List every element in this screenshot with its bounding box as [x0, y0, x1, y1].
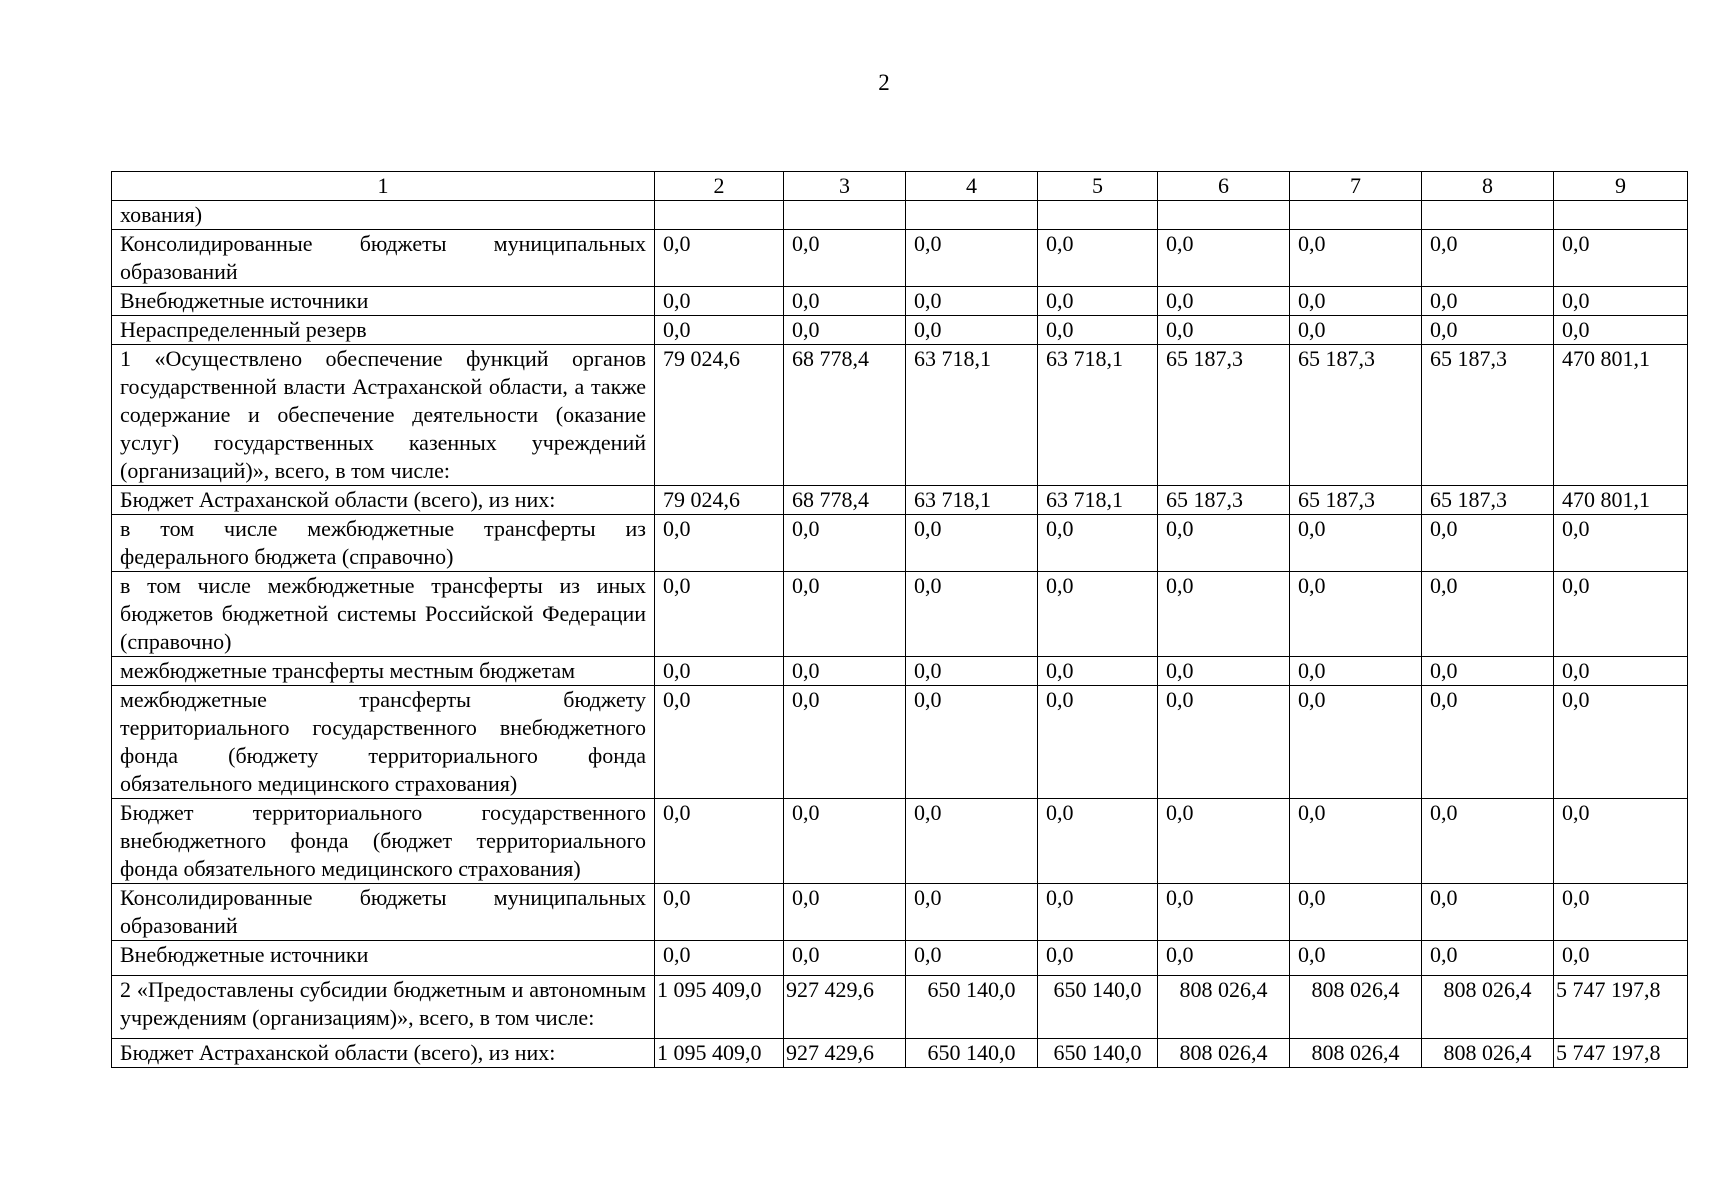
- column-header: 6: [1158, 172, 1290, 201]
- row-label: Консолидированные бюджеты муниципальных образований: [112, 230, 655, 287]
- value-cell: 0,0: [906, 316, 1038, 345]
- value-cell: 79 024,6: [655, 486, 784, 515]
- value-cell: 0,0: [1422, 657, 1554, 686]
- value-cell: 0,0: [1554, 316, 1688, 345]
- value-cell: 0,0: [1290, 799, 1422, 884]
- value-cell: 0,0: [1422, 287, 1554, 316]
- value-cell: 0,0: [784, 316, 906, 345]
- column-header: 1: [112, 172, 655, 201]
- value-cell: 0,0: [1038, 572, 1158, 657]
- value-cell: 927 429,6: [784, 1039, 906, 1068]
- value-cell: 0,0: [1290, 230, 1422, 287]
- value-cell: [784, 201, 906, 230]
- value-cell: [1290, 201, 1422, 230]
- value-cell: 0,0: [1038, 941, 1158, 976]
- value-cell: 0,0: [1158, 572, 1290, 657]
- value-cell: 0,0: [906, 515, 1038, 572]
- value-cell: [1038, 201, 1158, 230]
- value-cell: 0,0: [1290, 316, 1422, 345]
- table-row: [112, 884, 1688, 941]
- value-cell: 0,0: [906, 884, 1038, 941]
- value-cell: 0,0: [655, 686, 784, 799]
- value-cell: 0,0: [1290, 884, 1422, 941]
- row-label: Бюджет Астраханской области (всего), из них:: [112, 1039, 655, 1068]
- value-cell: 650 140,0: [906, 1039, 1038, 1068]
- value-cell: 0,0: [655, 287, 784, 316]
- value-cell: [1158, 201, 1290, 230]
- value-cell: 0,0: [1554, 657, 1688, 686]
- value-cell: 0,0: [655, 316, 784, 345]
- value-cell: 0,0: [1038, 287, 1158, 316]
- table-row: [112, 1039, 1688, 1068]
- value-cell: 0,0: [1554, 287, 1688, 316]
- value-cell: 0,0: [1290, 686, 1422, 799]
- row-label: хования): [112, 201, 655, 230]
- value-cell: 0,0: [784, 572, 906, 657]
- row-label: Внебюджетные источники: [112, 287, 655, 316]
- column-header: 5: [1038, 172, 1158, 201]
- value-cell: [655, 201, 784, 230]
- value-cell: 0,0: [784, 287, 906, 316]
- value-cell: 0,0: [1290, 287, 1422, 316]
- table-row: [112, 799, 1688, 884]
- value-cell: 0,0: [906, 572, 1038, 657]
- value-cell: 0,0: [655, 657, 784, 686]
- value-cell: 0,0: [784, 515, 906, 572]
- value-cell: 808 026,4: [1422, 1039, 1554, 1068]
- value-cell: 808 026,4: [1422, 976, 1554, 1039]
- value-cell: 68 778,4: [784, 486, 906, 515]
- value-cell: 0,0: [655, 884, 784, 941]
- table-row: [112, 572, 1688, 657]
- value-cell: 0,0: [1158, 287, 1290, 316]
- value-cell: 650 140,0: [1038, 1039, 1158, 1068]
- value-cell: 5 747 197,8: [1554, 976, 1688, 1039]
- value-cell: 79 024,6: [655, 345, 784, 486]
- value-cell: [1554, 201, 1688, 230]
- column-header: 3: [784, 172, 906, 201]
- value-cell: 0,0: [1422, 686, 1554, 799]
- table-row: [112, 657, 1688, 686]
- table-row: [112, 486, 1688, 515]
- value-cell: 0,0: [655, 572, 784, 657]
- value-cell: 0,0: [1422, 572, 1554, 657]
- value-cell: 0,0: [1554, 799, 1688, 884]
- row-label: в том числе межбюджетные трансферты из федерального бюджета (справочно): [112, 515, 655, 572]
- value-cell: 0,0: [1038, 515, 1158, 572]
- value-cell: 0,0: [1290, 572, 1422, 657]
- value-cell: 0,0: [1554, 941, 1688, 976]
- value-cell: 65 187,3: [1290, 345, 1422, 486]
- value-cell: 63 718,1: [1038, 486, 1158, 515]
- value-cell: 0,0: [1158, 686, 1290, 799]
- value-cell: 0,0: [784, 230, 906, 287]
- value-cell: 0,0: [1158, 941, 1290, 976]
- table-row: [112, 976, 1688, 1039]
- value-cell: 0,0: [1038, 686, 1158, 799]
- value-cell: 1 095 409,0: [655, 976, 784, 1039]
- value-cell: 0,0: [1554, 884, 1688, 941]
- value-cell: 927 429,6: [784, 976, 906, 1039]
- value-cell: [1422, 201, 1554, 230]
- value-cell: 808 026,4: [1290, 1039, 1422, 1068]
- budget-table: [111, 171, 1688, 1068]
- column-header: 2: [655, 172, 784, 201]
- value-cell: 0,0: [906, 686, 1038, 799]
- row-label: межбюджетные трансферты бюджету территориального государственного внебюджетного фонда (бюджету территориального фонда обязательного медицинского страхования): [112, 686, 655, 799]
- value-cell: 0,0: [1158, 515, 1290, 572]
- value-cell: 0,0: [906, 799, 1038, 884]
- row-label: Нераспределенный резерв: [112, 316, 655, 345]
- value-cell: 0,0: [1422, 941, 1554, 976]
- row-label: 2 «Предоставлены субсидии бюджетным и автономным учреждениям (организациям)», всего, в том числе:: [112, 976, 655, 1039]
- value-cell: 0,0: [1290, 515, 1422, 572]
- row-label: 1 «Осуществлено обеспечение функций органов государственной власти Астраханской области, а также содержание и обеспечение деятельности (оказание услуг) государственных казенных учреждений (организаций)», всего, в том числе:: [112, 345, 655, 486]
- value-cell: 0,0: [1038, 799, 1158, 884]
- value-cell: 0,0: [1422, 884, 1554, 941]
- table-body: [112, 201, 1688, 1068]
- value-cell: 63 718,1: [906, 486, 1038, 515]
- row-label: Консолидированные бюджеты муниципальных образований: [112, 884, 655, 941]
- value-cell: 650 140,0: [906, 976, 1038, 1039]
- header-row: [112, 172, 1688, 201]
- value-cell: 0,0: [1554, 686, 1688, 799]
- column-header: 7: [1290, 172, 1422, 201]
- value-cell: 0,0: [655, 515, 784, 572]
- value-cell: 65 187,3: [1158, 345, 1290, 486]
- table-row: [112, 316, 1688, 345]
- value-cell: 0,0: [784, 686, 906, 799]
- value-cell: 0,0: [1158, 230, 1290, 287]
- table-row: [112, 515, 1688, 572]
- table-row: [112, 201, 1688, 230]
- value-cell: 470 801,1: [1554, 486, 1688, 515]
- value-cell: 0,0: [906, 230, 1038, 287]
- row-label: Бюджет территориального государственного внебюджетного фонда (бюджет территориального фонда обязательного медицинского страхования): [112, 799, 655, 884]
- value-cell: [906, 201, 1038, 230]
- value-cell: 65 187,3: [1422, 345, 1554, 486]
- value-cell: 470 801,1: [1554, 345, 1688, 486]
- value-cell: 68 778,4: [784, 345, 906, 486]
- value-cell: 808 026,4: [1290, 976, 1422, 1039]
- value-cell: 0,0: [1290, 941, 1422, 976]
- value-cell: 0,0: [1038, 657, 1158, 686]
- value-cell: 0,0: [1422, 316, 1554, 345]
- value-cell: 0,0: [1422, 515, 1554, 572]
- table-row: [112, 230, 1688, 287]
- row-label: в том числе межбюджетные трансферты из иных бюджетов бюджетной системы Российской Федерации (справочно): [112, 572, 655, 657]
- column-header: 8: [1422, 172, 1554, 201]
- page-number: 2: [878, 70, 890, 95]
- value-cell: 0,0: [906, 941, 1038, 976]
- value-cell: 0,0: [784, 799, 906, 884]
- value-cell: 0,0: [1422, 799, 1554, 884]
- value-cell: 0,0: [1158, 884, 1290, 941]
- row-label: Внебюджетные источники: [112, 941, 655, 976]
- value-cell: 0,0: [1158, 316, 1290, 345]
- value-cell: 0,0: [1554, 572, 1688, 657]
- value-cell: 63 718,1: [1038, 345, 1158, 486]
- column-header: 9: [1554, 172, 1688, 201]
- value-cell: 650 140,0: [1038, 976, 1158, 1039]
- table-row: [112, 345, 1688, 486]
- value-cell: 65 187,3: [1422, 486, 1554, 515]
- value-cell: 0,0: [1422, 230, 1554, 287]
- value-cell: 0,0: [1554, 230, 1688, 287]
- value-cell: 0,0: [906, 657, 1038, 686]
- value-cell: 0,0: [655, 230, 784, 287]
- table-row: [112, 941, 1688, 976]
- value-cell: 0,0: [784, 884, 906, 941]
- value-cell: 0,0: [655, 799, 784, 884]
- value-cell: 808 026,4: [1158, 976, 1290, 1039]
- value-cell: 0,0: [784, 941, 906, 976]
- column-header: 4: [906, 172, 1038, 201]
- row-label: Бюджет Астраханской области (всего), из них:: [112, 486, 655, 515]
- value-cell: 0,0: [655, 941, 784, 976]
- row-label: межбюджетные трансферты местным бюджетам: [112, 657, 655, 686]
- value-cell: 0,0: [784, 657, 906, 686]
- value-cell: 0,0: [1158, 799, 1290, 884]
- value-cell: 63 718,1: [906, 345, 1038, 486]
- table-row: [112, 686, 1688, 799]
- value-cell: 0,0: [1158, 657, 1290, 686]
- value-cell: 65 187,3: [1290, 486, 1422, 515]
- value-cell: 0,0: [1290, 657, 1422, 686]
- value-cell: 0,0: [1038, 230, 1158, 287]
- value-cell: 808 026,4: [1158, 1039, 1290, 1068]
- table-row: [112, 287, 1688, 316]
- value-cell: 0,0: [1038, 316, 1158, 345]
- value-cell: 65 187,3: [1158, 486, 1290, 515]
- value-cell: 0,0: [906, 287, 1038, 316]
- value-cell: 0,0: [1554, 515, 1688, 572]
- value-cell: 5 747 197,8: [1554, 1039, 1688, 1068]
- value-cell: 1 095 409,0: [655, 1039, 784, 1068]
- value-cell: 0,0: [1038, 884, 1158, 941]
